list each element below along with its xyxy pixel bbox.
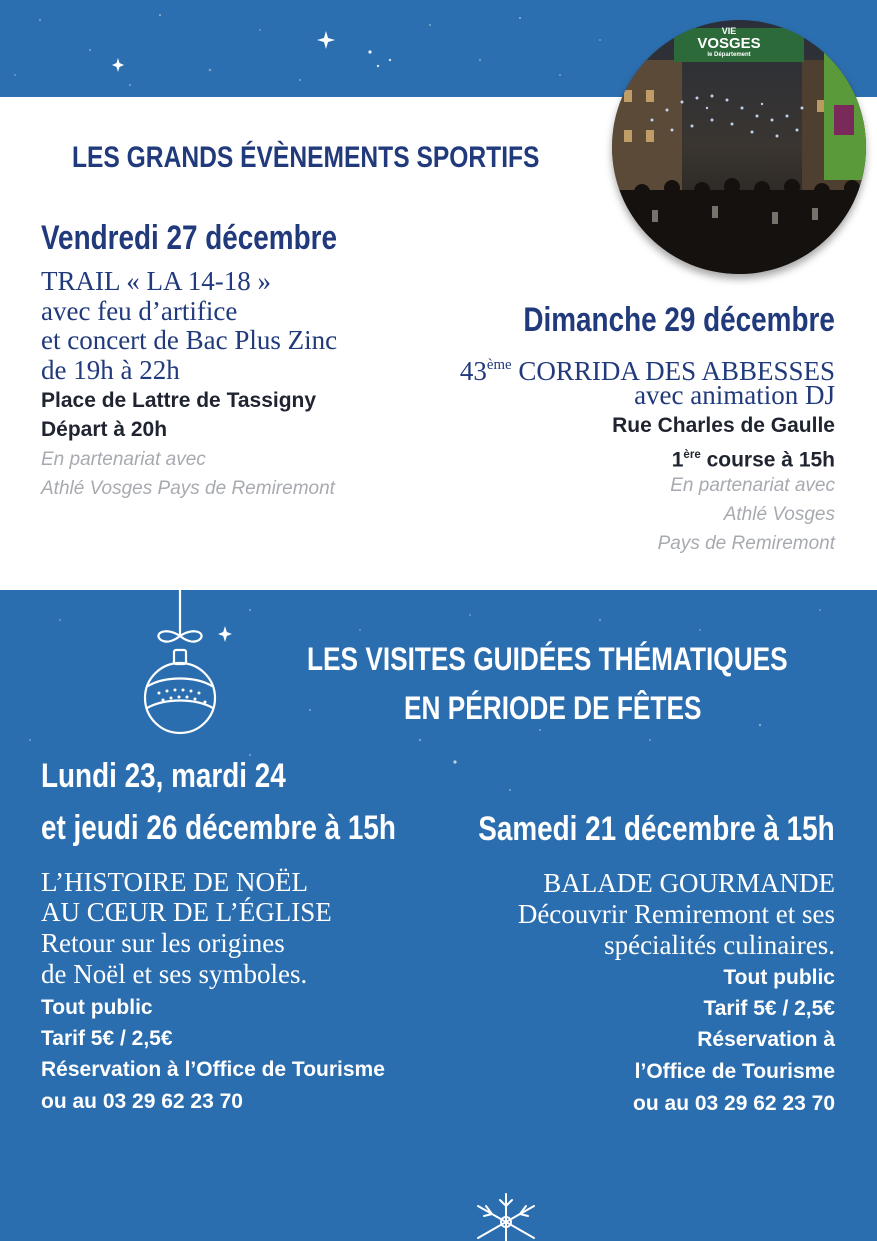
event1-hours: de 19h à 22h [41, 355, 180, 385]
event1-line2: avec feu d’artifice [41, 296, 238, 326]
event2-course-text: course à 15h [700, 448, 835, 472]
visit1-desc-line2: de Noël et ses symboles. [41, 959, 308, 989]
visit2-public: Tout public [723, 966, 835, 989]
visits-title-line2: EN PÉRIODE DE FÊTES [404, 690, 702, 726]
event2-course-number: 1 [671, 448, 684, 472]
visit1-desc-line1: Retour sur les origines [41, 928, 285, 958]
christmas-ornament-icon [135, 590, 225, 740]
visit1-price: Tarif 5€ / 2,5€ [41, 1027, 173, 1050]
event2-number: 43 [459, 356, 487, 387]
event1-line3: et concert de Bac Plus Zinc [41, 325, 338, 355]
visit1-name-line2: AU CŒUR DE L’ÉGLISE [41, 897, 332, 927]
event1-date: Vendredi 27 décembre [41, 219, 337, 257]
event2-date: Dimanche 29 décembre [523, 301, 835, 339]
visit2-phone: ou au 03 29 62 23 70 [633, 1092, 835, 1115]
visit2-price: Tarif 5€ / 2,5€ [703, 997, 835, 1020]
event2-partner-line1: En partenariat avec [670, 475, 835, 496]
snowflake-icon [466, 1186, 546, 1241]
photo-banner-line3: le Département [707, 52, 751, 58]
event2-partner-line2: Athlé Vosges [723, 504, 835, 525]
event2-course-suffix: ère [683, 449, 701, 461]
photo-banner [686, 27, 772, 58]
photo-banner-line1: VIE [721, 26, 737, 36]
visit1-public: Tout public [41, 996, 153, 1019]
event1-partner-line2: Athlé Vosges Pays de Remiremont [41, 478, 335, 499]
visit2-name: BALADE GOURMANDE [543, 868, 835, 898]
photo-banner-line2: VOSGES [697, 35, 761, 52]
visit2-date: Samedi 21 décembre à 15h [478, 810, 835, 848]
event2-place: Rue Charles de Gaulle [612, 414, 835, 437]
visit2-desc-line2: spécialités culinaires. [604, 930, 835, 960]
visit1-name-line1: L’HISTOIRE DE NOËL [41, 867, 308, 897]
event2-line2: avec animation DJ [634, 380, 835, 410]
event2-number-suffix: ème [486, 357, 512, 373]
visit1-date-line1: Lundi 23, mardi 24 [41, 757, 286, 795]
star-icon [112, 31, 335, 72]
event1-place: Place de Lattre de Tassigny [41, 389, 317, 412]
visits-title-line1: LES VISITES GUIDÉES THÉMATIQUES [307, 641, 788, 677]
event1-start: Départ à 20h [41, 418, 168, 441]
visit2-reservation-line2: l’Office de Tourisme [634, 1060, 835, 1083]
event2-course [672, 442, 835, 474]
sports-title: LES GRANDS ÉVÈNEMENTS SPORTIFS [72, 141, 540, 174]
visit1-phone: ou au 03 29 62 23 70 [41, 1090, 243, 1113]
visit1-reservation: Réservation à l’Office de Tourisme [41, 1058, 385, 1081]
race-photo [612, 20, 866, 274]
visit2-desc-line1: Découvrir Remiremont et ses [517, 899, 835, 929]
event2-partner-line3: Pays de Remiremont [657, 533, 835, 554]
event2-title: CORRIDA DES ABBESSES [511, 356, 835, 387]
visit1-date-line2: et jeudi 26 décembre à 15h [41, 809, 396, 847]
visit2-reservation-line1: Réservation à [697, 1028, 835, 1051]
event1-partner-line1: En partenariat avec [41, 449, 206, 470]
race-photo-image [612, 20, 866, 274]
event1-name: TRAIL « LA 14-18 » [41, 266, 271, 296]
